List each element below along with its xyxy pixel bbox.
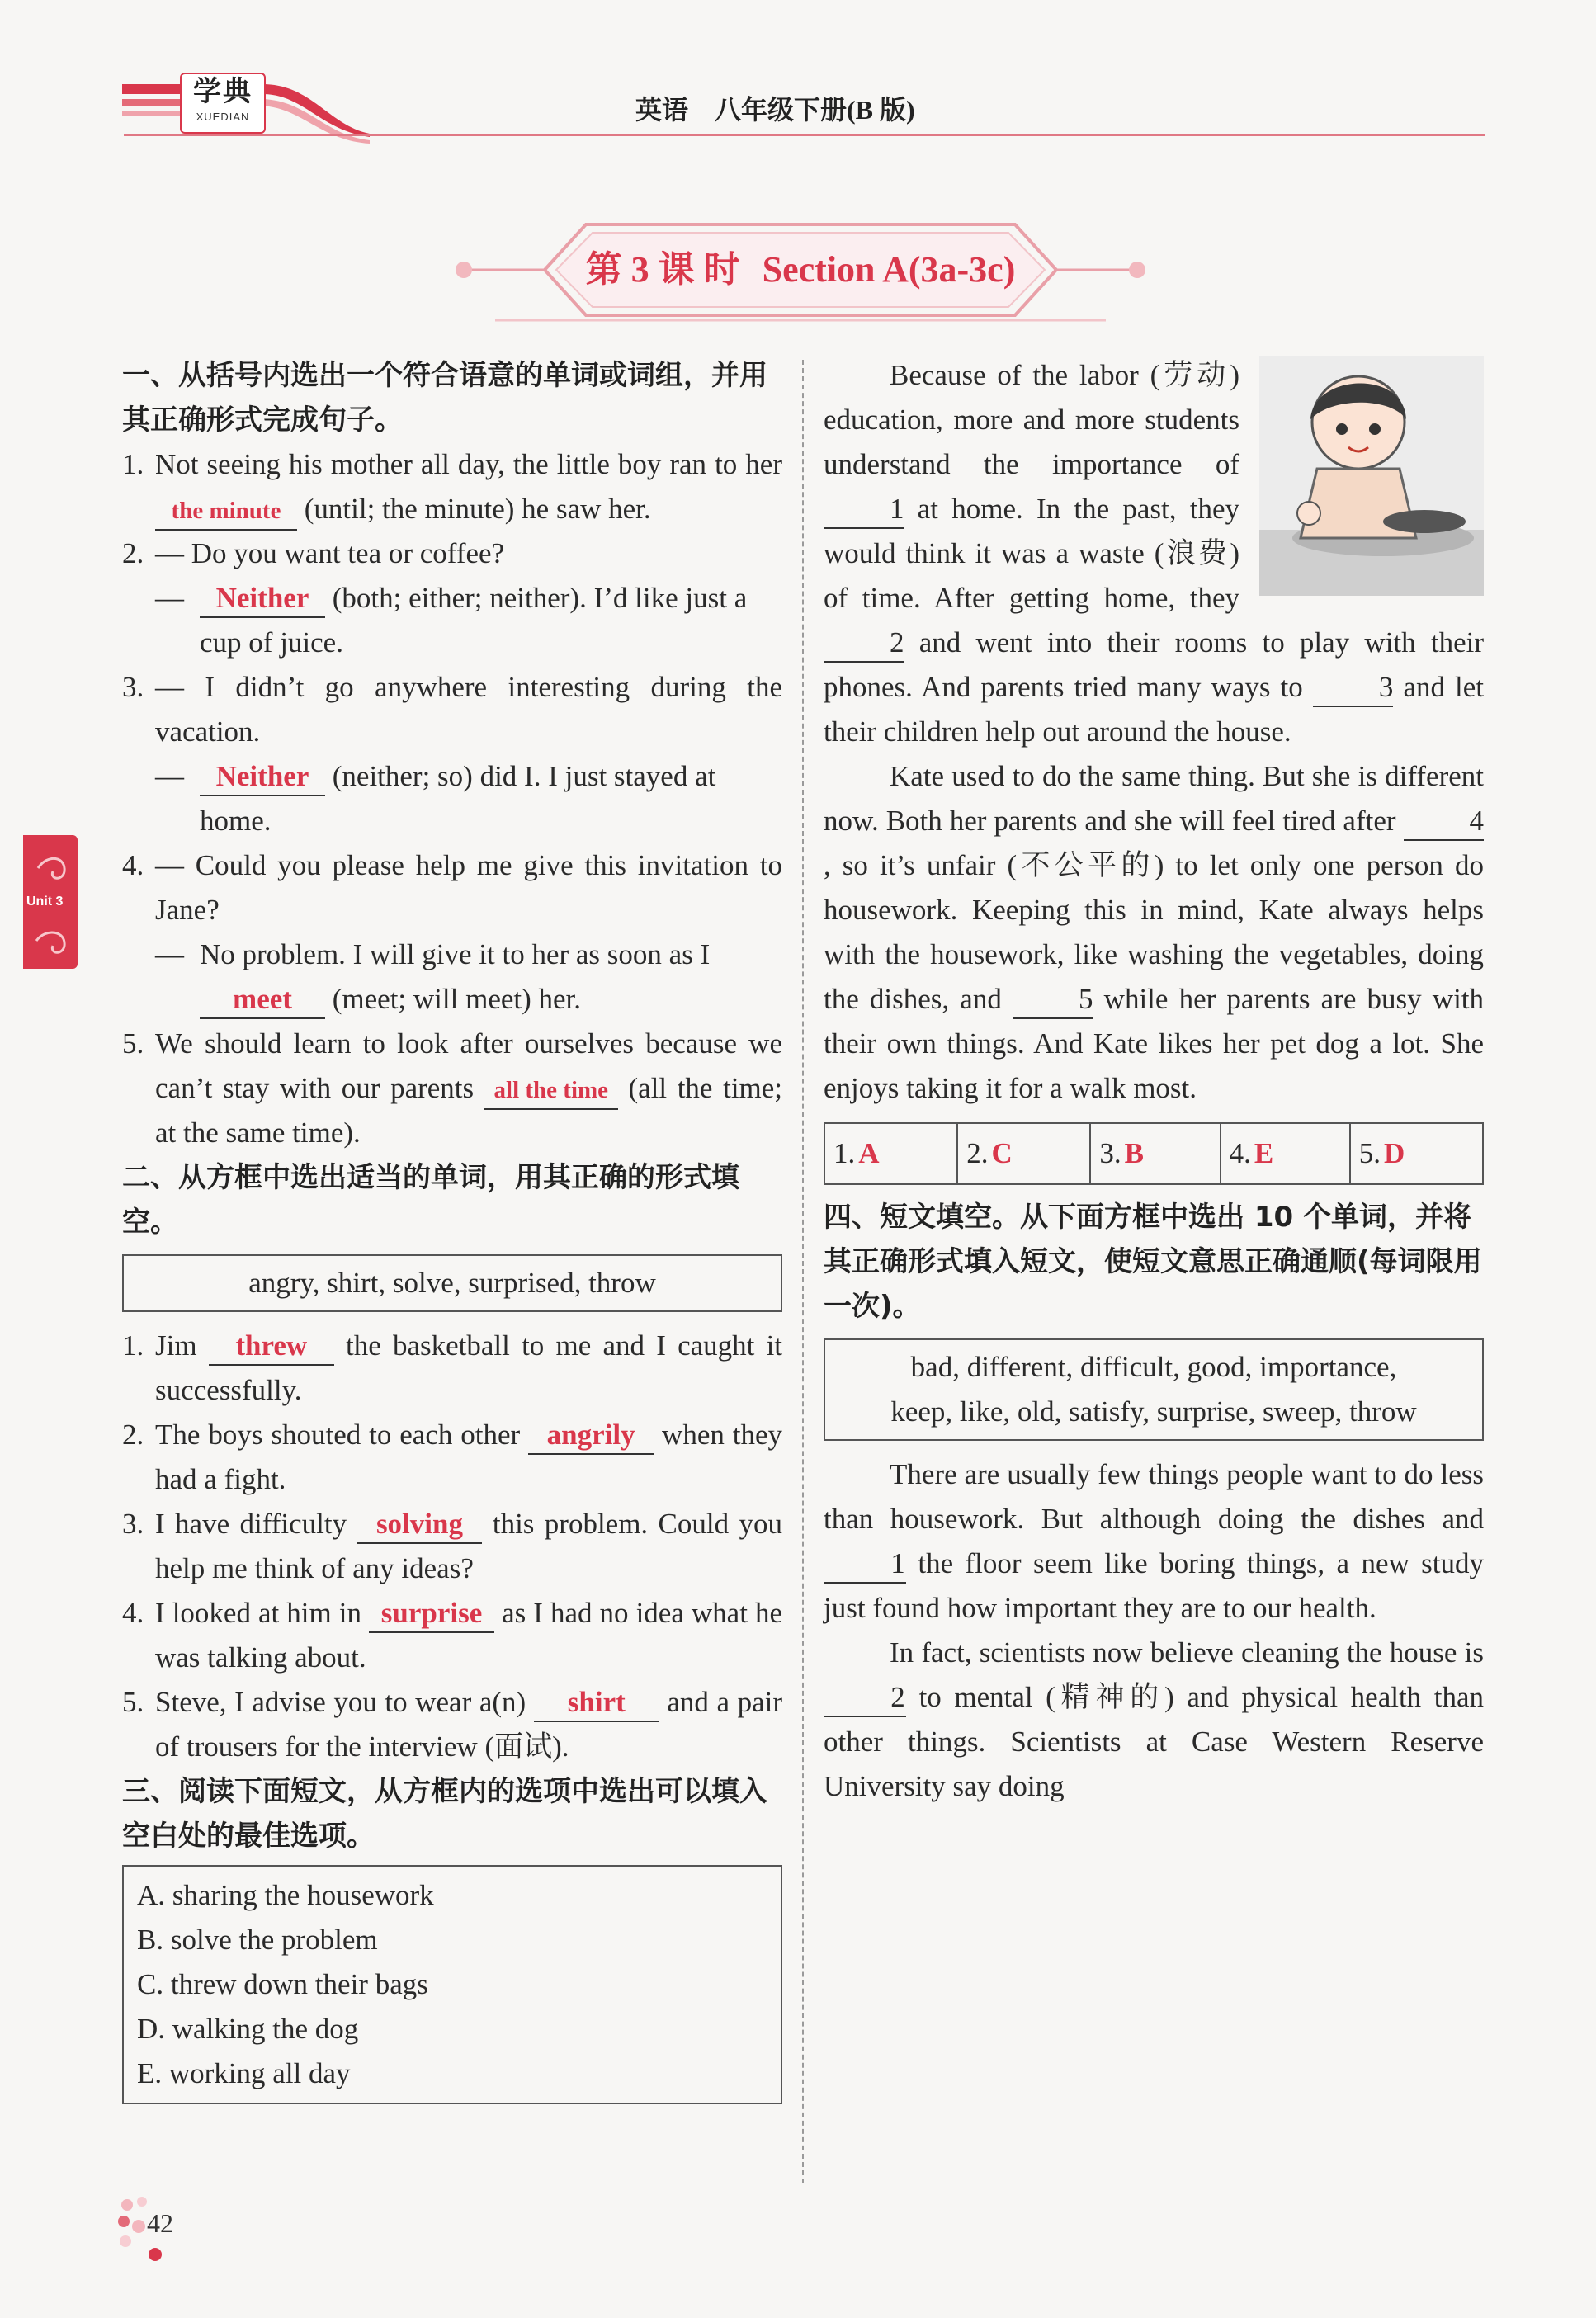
s1-q4-answer: meet bbox=[200, 981, 325, 1019]
s1-q3-reply-body bbox=[200, 754, 782, 843]
option-b: B. solve the problem bbox=[137, 1924, 378, 1956]
s1-q1-answer: the minute bbox=[155, 493, 297, 531]
s3-p1-text-a: Because of the labor (劳动) education, more and more students understand the importance of bbox=[824, 359, 1239, 480]
s1-question-3 bbox=[122, 665, 782, 754]
s2-q5-text-b: and a pair of trousers for the interview (面试). bbox=[155, 1686, 783, 1763]
s3-p1-text-d: and let their children help out around the house. bbox=[824, 671, 1485, 748]
s1-question-4 bbox=[122, 843, 782, 932]
section4-word-box bbox=[824, 1338, 1484, 1441]
s2-q1-text-a: Jim bbox=[155, 1329, 197, 1362]
logo-english: XUEDIAN bbox=[196, 111, 250, 123]
s2-q2-text-a: The boys shouted to each other bbox=[155, 1419, 521, 1451]
s2-q2-text-b: when they had a fight. bbox=[155, 1419, 783, 1495]
section3-answer-table bbox=[824, 1122, 1484, 1185]
unit-tab-label: Unit 3 bbox=[26, 895, 64, 909]
s1-q4-number: 4. bbox=[122, 849, 144, 881]
section2-heading: 二、从方框中选出适当的单词，用其正确的形式填空。 bbox=[122, 1161, 739, 1239]
s2-question-3 bbox=[122, 1502, 782, 1591]
header-rule bbox=[124, 134, 1485, 136]
s2-question-4 bbox=[122, 1591, 782, 1680]
s4-paragraph-1 bbox=[824, 1452, 1484, 1631]
s4-wordbox-line-2: keep, like, old, satisfy, surprise, sweep, throw bbox=[890, 1395, 1417, 1428]
answer-row bbox=[824, 1123, 1483, 1184]
section3-heading: 三、阅读下面短文，从方框内的选项中选出可以填入空白处的最佳选项。 bbox=[122, 1775, 767, 1853]
answer-5-letter: D bbox=[1384, 1137, 1405, 1169]
s1-q2-dash: — bbox=[155, 582, 184, 614]
s1-q4-text-b: (meet; will meet) her. bbox=[332, 983, 582, 1015]
s4-blank-1: 1 bbox=[824, 1546, 906, 1584]
option-e: E. working all day bbox=[137, 2057, 351, 2089]
answer-cell-4 bbox=[1221, 1123, 1350, 1184]
column-divider bbox=[802, 360, 804, 2183]
s2-question-5 bbox=[122, 1680, 782, 1769]
answer-cell-5 bbox=[1350, 1123, 1483, 1184]
s2-q4-number: 4. bbox=[122, 1597, 144, 1629]
s2-question-2 bbox=[122, 1413, 782, 1502]
section1-heading: 一、从括号内选出一个符合语意的单词或词组，并用其正确形式完成句子。 bbox=[122, 359, 767, 437]
s1-q4-text-a: No problem. I will give it to her as soon as I bbox=[200, 938, 711, 970]
s1-q4-reply-body bbox=[200, 932, 782, 1022]
answer-1-letter: A bbox=[858, 1137, 880, 1169]
s2-q1-answer: threw bbox=[209, 1328, 334, 1366]
section2-word-box: angry, shirt, solve, surprised, throw bbox=[122, 1254, 782, 1312]
s1-question-2 bbox=[122, 531, 782, 576]
s1-q3-text-b: (neither; so) did I. I just stayed at home. bbox=[200, 760, 716, 837]
s3-p2-text-a: Kate used to do the same thing. But she is different now. Both her parents and she will feel tired after bbox=[824, 760, 1484, 837]
s2-q3-body bbox=[155, 1502, 782, 1591]
s1-q5-text-b: (all the time; at the same time). bbox=[155, 1072, 783, 1149]
lesson-title bbox=[545, 241, 1056, 299]
s3-p1-text-c: and went into their rooms to play with their phones. And parents tried many ways to bbox=[824, 626, 1484, 703]
s1-q4-dash: — bbox=[155, 938, 184, 970]
answer-2-letter: C bbox=[991, 1137, 1013, 1169]
s3-p2-text-b: , so it’s unfair (不公平的) to let only one person do housework. Keeping this in mind, Kate always helps with the housework, like washing the vegetables, doing the dishes, and bbox=[824, 849, 1484, 1015]
s4-paragraph-2 bbox=[824, 1631, 1484, 1809]
s2-q2-number: 2. bbox=[122, 1419, 144, 1451]
s1-q4-line1: — Could you please help me give this invitation to Jane? bbox=[155, 849, 782, 926]
answer-1-number: 1. bbox=[833, 1137, 856, 1169]
s4-p2-text-a: In fact, scientists now believe cleaning the house is bbox=[890, 1636, 1484, 1669]
s1-q2-text-b: (both; either; neither). I’d like just a cup of juice. bbox=[200, 582, 748, 659]
s3-paragraph-2 bbox=[824, 754, 1484, 1111]
s4-p1-text-b: the floor seem like boring things, a new study just found how important they are to our health. bbox=[824, 1547, 1484, 1624]
option-a: A. sharing the housework bbox=[137, 1879, 434, 1911]
s3-blank-1: 1 bbox=[824, 491, 904, 529]
s4-p1-text-a: There are usually few things people want to do less than housework. But although doing the dishes and bbox=[824, 1458, 1484, 1535]
s3-p1-text-b: at home. In the past, they would think it was a waste (浪费) of time. After getting home, they bbox=[824, 493, 1240, 614]
s2-q4-text-a: I looked at him in bbox=[155, 1597, 361, 1629]
lesson-title-cn: 第 3 课 时 bbox=[585, 249, 740, 290]
s4-wordbox-line-1: bad, different, difficult, good, importance, bbox=[910, 1351, 1397, 1383]
unit-side-tab bbox=[23, 835, 78, 969]
s2-q3-text-b: this problem. Could you help me think of any ideas? bbox=[155, 1508, 782, 1584]
option-c: C. threw down their bags bbox=[137, 1968, 428, 2000]
s2-q5-answer: shirt bbox=[534, 1684, 659, 1722]
s2-q3-answer: solving bbox=[357, 1506, 482, 1544]
s2-q5-number: 5. bbox=[122, 1686, 144, 1718]
s1-q2-number: 2. bbox=[122, 537, 144, 569]
s2-q2-answer: angrily bbox=[528, 1417, 654, 1455]
answer-2-number: 2. bbox=[966, 1137, 989, 1169]
s2-q1-text-b: the basketball to me and I caught it successfully. bbox=[155, 1329, 783, 1406]
s1-q5-number: 5. bbox=[122, 1027, 144, 1060]
s1-q5-answer: all the time bbox=[484, 1072, 618, 1110]
left-column bbox=[122, 353, 782, 2111]
s1-q2-answer: Neither bbox=[200, 580, 325, 618]
s2-q4-body bbox=[155, 1591, 782, 1680]
s1-q2-reply-body bbox=[200, 576, 782, 665]
s4-blank-2: 2 bbox=[824, 1679, 906, 1717]
s1-q1-text-b: (until; the minute) he saw her. bbox=[304, 493, 651, 525]
option-d: D. walking the dog bbox=[137, 2013, 359, 2045]
answer-5-number: 5. bbox=[1358, 1137, 1381, 1169]
s1-q3-line1: — I didn’t go anywhere interesting during the vacation. bbox=[155, 671, 782, 748]
s2-q4-text-b: as I had no idea what he was talking about. bbox=[155, 1597, 783, 1674]
s1-q4-reply bbox=[122, 932, 782, 1022]
s1-q3-answer: Neither bbox=[200, 758, 325, 796]
s1-q3-reply bbox=[122, 754, 782, 843]
right-column bbox=[824, 353, 1484, 1809]
s3-blank-4: 4 bbox=[1404, 803, 1485, 841]
s1-q1-body bbox=[155, 442, 782, 531]
logo-chinese: 学典 bbox=[193, 77, 253, 107]
s4-p2-text-b: to mental (精神的) and physical health than other things. Scientists at Case Western Reserve University say doing bbox=[824, 1681, 1484, 1802]
answer-4-number: 4. bbox=[1229, 1137, 1251, 1169]
s3-blank-5: 5 bbox=[1013, 981, 1093, 1019]
s1-question-5 bbox=[122, 1022, 782, 1155]
s1-question-1 bbox=[122, 442, 782, 531]
s3-blank-3: 3 bbox=[1313, 669, 1394, 707]
answer-cell-1 bbox=[824, 1123, 957, 1184]
s1-q5-body bbox=[155, 1022, 782, 1155]
s2-q3-text-a: I have difficulty bbox=[155, 1508, 347, 1540]
s1-q3-dash: — bbox=[155, 760, 184, 792]
answer-3-number: 3. bbox=[1099, 1137, 1121, 1169]
answer-cell-3 bbox=[1090, 1123, 1220, 1184]
page-number: 42 bbox=[147, 2208, 173, 2238]
girl-washing-dishes-illustration bbox=[1259, 356, 1484, 596]
section3-options-box bbox=[122, 1865, 782, 2104]
s1-q1-number: 1. bbox=[122, 448, 144, 480]
s2-q5-text-a: Steve, I advise you to wear a(n) bbox=[155, 1686, 526, 1718]
answer-3-letter: B bbox=[1124, 1137, 1144, 1169]
s2-q5-body bbox=[155, 1680, 782, 1769]
s2-q4-answer: surprise bbox=[369, 1595, 494, 1633]
s2-question-1 bbox=[122, 1324, 782, 1413]
s1-q2-reply bbox=[122, 576, 782, 665]
s3-p2-text-c: while her parents are busy with their own things. And Kate likes her pet dog a lot. She enjoys taking it for a walk most. bbox=[824, 983, 1485, 1104]
s2-q2-body bbox=[155, 1413, 782, 1502]
answer-cell-2 bbox=[957, 1123, 1090, 1184]
lesson-title-en: Section A(3a-3c) bbox=[762, 249, 1016, 290]
book-title: 英语 八年级下册(B 版) bbox=[635, 95, 915, 125]
section4-heading: 四、短文填空。从下面方框中选出 10 个单词，并将其正确形式填入短文，使短文意思正确通顺(每词限用一次)。 bbox=[824, 1201, 1482, 1323]
s2-q3-number: 3. bbox=[122, 1508, 144, 1540]
s2-q1-body bbox=[155, 1324, 782, 1413]
s1-q1-text-a: Not seeing his mother all day, the little boy ran to her bbox=[155, 448, 782, 480]
s1-q2-line1: — Do you want tea or coffee? bbox=[155, 537, 505, 569]
s1-q5-text-a: We should learn to look after ourselves because we can’t stay with our parents bbox=[155, 1027, 782, 1104]
answer-4-letter: E bbox=[1254, 1137, 1274, 1169]
s1-q3-number: 3. bbox=[122, 671, 144, 703]
s3-blank-2: 2 bbox=[824, 625, 904, 663]
publisher-logo bbox=[180, 73, 266, 134]
s2-q1-number: 1. bbox=[122, 1329, 144, 1362]
